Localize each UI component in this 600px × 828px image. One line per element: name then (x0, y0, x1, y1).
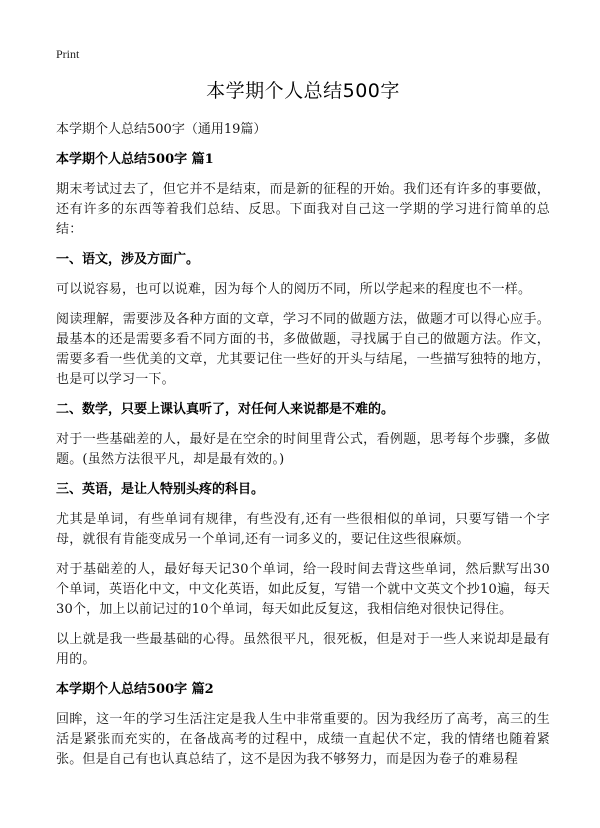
paragraph: 回眸，这一年的学习生活注定是我人生中非常重要的。因为我经历了高考，高三的生活是紧张而充实的，在备战高考的过程中，成绩一直起伏不定，我的情绪也随着紧张。但是自己有也认真总结了，这不是因为我不够努力，而是因为卷子的难易程 (56, 712, 550, 767)
section-heading-pian1: 本学期个人总结500字 篇1 (56, 152, 214, 167)
print-link[interactable]: Print (56, 47, 80, 61)
document-subtitle: 本学期个人总结500字（通用19篇） (56, 122, 267, 137)
section-heading-pian2: 本学期个人总结500字 篇2 (56, 682, 214, 697)
paragraph: 尤其是单词，有些单词有规律，有些没有,还有一些很相似的单词，只要写错一个字母，就很有肯能变成另一个单词,还有一词多义的，要记住这些很麻烦。 (56, 512, 550, 547)
paragraph: 对于基础差的人，最好每天记30个单词，给一段时间去背这些单词，然后默写出30个单词，英语化中文，中文化英语，如此反复，写错一个就中文英文个抄10遍，每天30个，加上以前记过的10个单词，每天如此反复这，我相信绝对很快记得住。 (56, 562, 550, 617)
paragraph: 以上就是我一些最基础的心得。虽然很平凡，很死板，但是对于一些人来说却是最有用的。 (56, 632, 550, 667)
section-heading-english: 三、英语，是让人特别头疼的科目。 (56, 482, 265, 497)
paragraph: 对于一些基础差的人，最好是在空余的时间里背公式，看例题，思考每个步骤，多做题。(虽然方法很平凡，却是最有效的。) (56, 432, 550, 467)
paragraph: 可以说容易，也可以说难，因为每个人的阅历不同，所以学起来的程度也不一样。 (56, 282, 532, 297)
section-heading-chinese: 一、语文，涉及方面广。 (56, 252, 200, 267)
paragraph: 期末考试过去了，但它并不是结束，而是新的征程的开始。我们还有许多的事要做，还有许多的东西等着我们总结、反思。下面我对自己这一学期的学习进行简单的总结： (56, 182, 550, 237)
paragraph: 阅读理解，需要涉及各种方面的文章，学习不同的做题方法，做题才可以得心应手。最基本的还是需要多看不同方面的书，多做做题，寻找属于自己的做题方法。作文，需要多看一些优美的文章，尤其要记住一些好的开头与结尾，一些描写独特的地方，也是可以学习一下。 (56, 312, 550, 387)
document-content (56, 78, 550, 780)
section-heading-math: 二、数学，只要上课认真听了，对任何人来说都是不难的。 (56, 402, 395, 417)
document-title: 本学期个人总结500字 (206, 80, 400, 102)
